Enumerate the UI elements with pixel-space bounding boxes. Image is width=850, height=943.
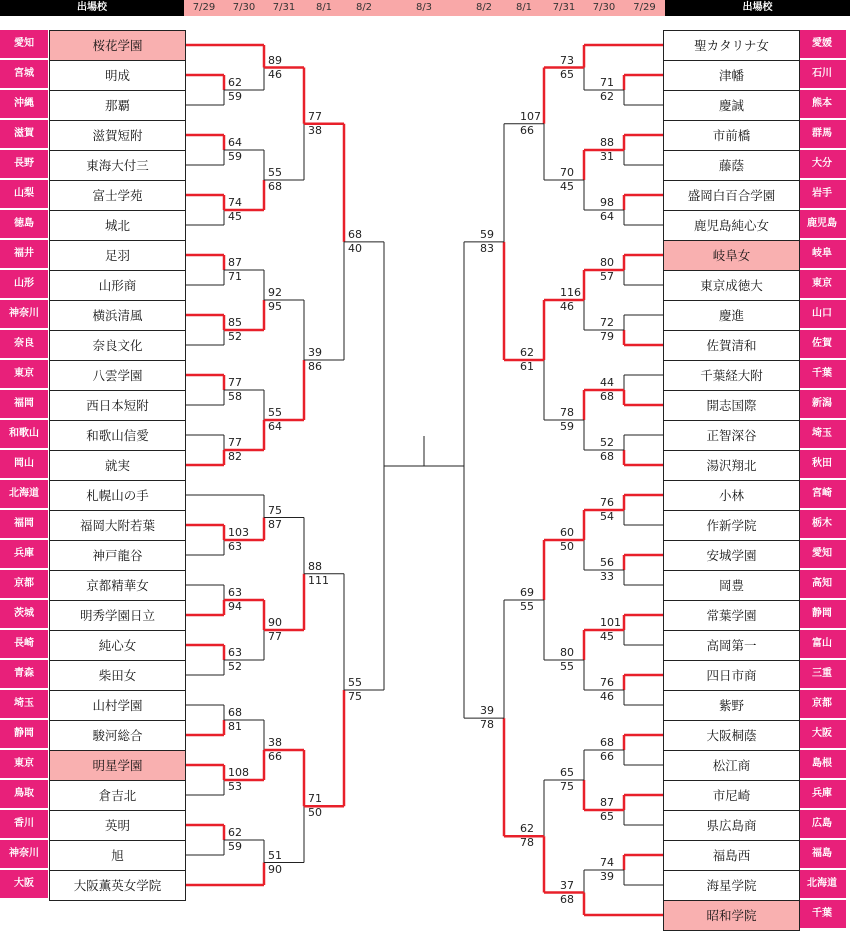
score-bottom: 52 — [228, 330, 242, 343]
score-top: 62 — [520, 822, 534, 836]
pref-badge: 和歌山 — [0, 420, 48, 450]
score-top: 52 — [600, 436, 614, 449]
school-name: 鹿児島純心女 — [663, 210, 800, 240]
score-top: 60 — [560, 526, 574, 539]
score-top: 68 — [228, 706, 242, 719]
score-bottom: 68 — [600, 390, 614, 403]
school-name: 桜花学園 — [49, 30, 186, 60]
school-name: 駿河総合 — [49, 720, 186, 750]
pref-badge: 長野 — [0, 150, 48, 180]
pref-badge: 愛媛 — [798, 30, 846, 60]
school-name: 千葉経大附 — [663, 360, 800, 390]
pref-badge: 高知 — [798, 570, 846, 600]
pref-badge: 石川 — [798, 60, 846, 90]
school-name: 岐阜女 — [663, 240, 800, 270]
score-top: 64 — [228, 136, 242, 149]
score-top: 76 — [600, 496, 614, 509]
header-date-right: 7/30 — [584, 0, 624, 16]
score-bottom: 78 — [480, 718, 494, 732]
score-bottom: 68 — [560, 892, 574, 906]
pref-badge: 福岡 — [0, 390, 48, 420]
pref-badge: 大阪 — [798, 720, 846, 750]
pref-badge: 神奈川 — [0, 300, 48, 330]
score-top: 116 — [560, 286, 581, 299]
school-name: 市尼崎 — [663, 780, 800, 810]
score-bottom: 65 — [600, 810, 614, 823]
school-name: 小林 — [663, 480, 800, 510]
pref-badge: 兵庫 — [798, 780, 846, 810]
score-top: 76 — [600, 676, 614, 689]
pref-badge: 静岡 — [798, 600, 846, 630]
score-top: 74 — [600, 856, 614, 869]
score-bottom: 66 — [600, 750, 614, 763]
school-name: 慶誠 — [663, 90, 800, 120]
score-bottom: 58 — [228, 390, 242, 403]
header-date-left: 7/31 — [264, 0, 304, 16]
school-name: 明秀学園日立 — [49, 600, 186, 630]
school-name: 札幌山の手 — [49, 480, 186, 510]
score-top: 75 — [268, 503, 282, 517]
pref-badge: 千葉 — [798, 360, 846, 390]
school-name: 明星学園 — [49, 750, 186, 780]
score-bottom: 54 — [600, 510, 614, 523]
pref-badge: 東京 — [0, 750, 48, 780]
pref-badge: 愛知 — [0, 30, 48, 60]
pref-badge: 島根 — [798, 750, 846, 780]
school-name: 松江商 — [663, 750, 800, 780]
score-top: 39 — [308, 346, 322, 359]
score-bottom: 78 — [520, 836, 534, 850]
score-bottom: 81 — [228, 720, 242, 733]
pref-badge: 宮崎 — [798, 480, 846, 510]
score-top: 73 — [560, 53, 574, 67]
header-left-label: 出場校 — [0, 0, 184, 16]
school-name: 海星学院 — [663, 870, 800, 900]
pref-badge: 徳島 — [0, 210, 48, 240]
pref-badge: 東京 — [0, 360, 48, 390]
score-bottom: 63 — [228, 540, 242, 553]
score-top: 92 — [268, 286, 282, 299]
score-top: 65 — [560, 766, 574, 779]
score-bottom: 33 — [600, 570, 614, 583]
school-name: 東京成徳大 — [663, 270, 800, 300]
school-name: 安城学園 — [663, 540, 800, 570]
score-bottom: 77 — [268, 630, 282, 643]
pref-badge: 鳥取 — [0, 780, 48, 810]
score-bottom: 57 — [600, 270, 614, 283]
pref-badge: 佐賀 — [798, 330, 846, 360]
score-bottom: 64 — [268, 420, 282, 433]
header-date-right: 8/2 — [464, 0, 504, 16]
score-bottom: 50 — [308, 806, 322, 820]
school-name: 山村学園 — [49, 690, 186, 720]
pref-badge: 栃木 — [798, 510, 846, 540]
school-name: 昭和学院 — [663, 900, 800, 931]
score-top: 68 — [348, 227, 362, 241]
school-name: 福島西 — [663, 840, 800, 870]
score-bottom: 45 — [600, 630, 614, 643]
pref-badge: 青森 — [0, 660, 48, 690]
score-top: 55 — [268, 166, 282, 179]
header-date-final: 8/3 — [384, 0, 464, 16]
score-top: 68 — [600, 736, 614, 749]
pref-badge: 福岡 — [0, 510, 48, 540]
score-bottom: 71 — [228, 270, 242, 283]
score-bottom: 52 — [228, 660, 242, 673]
score-bottom: 75 — [348, 690, 362, 703]
score-bottom: 61 — [520, 360, 534, 373]
score-top: 107 — [520, 109, 541, 123]
school-name: 滋賀短附 — [49, 120, 186, 150]
score-top: 80 — [560, 646, 574, 659]
pref-badge: 兵庫 — [0, 540, 48, 570]
score-top: 101 — [600, 616, 621, 629]
pref-badge: 秋田 — [798, 450, 846, 480]
pref-badge: 富山 — [798, 630, 846, 660]
pref-badge: 神奈川 — [0, 840, 48, 870]
pref-badge: 岐阜 — [798, 240, 846, 270]
school-name: 津幡 — [663, 60, 800, 90]
score-bottom: 53 — [228, 780, 242, 793]
score-bottom: 83 — [480, 241, 494, 255]
score-top: 38 — [268, 736, 282, 749]
pref-badge: 京都 — [798, 690, 846, 720]
score-bottom: 40 — [348, 241, 362, 255]
school-name: 就実 — [49, 450, 186, 480]
score-top: 77 — [308, 109, 322, 123]
score-top: 59 — [480, 227, 494, 241]
score-top: 62 — [228, 826, 242, 839]
pref-badge: 埼玉 — [798, 420, 846, 450]
score-bottom: 46 — [600, 690, 614, 703]
school-name: 倉吉北 — [49, 780, 186, 810]
score-bottom: 75 — [560, 780, 574, 793]
school-name: 盛岡白百合学園 — [663, 180, 800, 210]
school-name: 高岡第一 — [663, 630, 800, 660]
school-name: 佐賀清和 — [663, 330, 800, 360]
pref-badge: 長崎 — [0, 630, 48, 660]
score-bottom: 59 — [228, 150, 242, 163]
score-bottom: 31 — [600, 150, 614, 163]
school-name: 聖カタリナ女 — [663, 30, 800, 60]
score-top: 69 — [520, 586, 534, 599]
score-bottom: 55 — [520, 600, 534, 613]
header-right-label: 出場校 — [665, 0, 850, 16]
score-top: 55 — [348, 676, 362, 689]
school-name: 四日市商 — [663, 660, 800, 690]
school-name: 和歌山信愛 — [49, 420, 186, 450]
score-bottom: 94 — [228, 600, 242, 613]
score-top: 85 — [228, 316, 242, 329]
score-bottom: 46 — [560, 300, 574, 313]
pref-badge: 山梨 — [0, 180, 48, 210]
pref-badge: 山形 — [0, 270, 48, 300]
pref-badge: 北海道 — [0, 480, 48, 510]
school-name: 柴田女 — [49, 660, 186, 690]
score-top: 71 — [600, 76, 614, 89]
school-name: 英明 — [49, 810, 186, 840]
score-bottom: 59 — [228, 840, 242, 853]
score-bottom: 90 — [268, 862, 282, 876]
score-top: 70 — [560, 166, 574, 179]
score-bottom: 65 — [560, 67, 574, 81]
pref-badge: 愛知 — [798, 540, 846, 570]
score-top: 80 — [600, 256, 614, 269]
score-top: 87 — [600, 796, 614, 809]
school-name: 神戸龍谷 — [49, 540, 186, 570]
school-name: 福岡大附若葉 — [49, 510, 186, 540]
school-name: 藤蔭 — [663, 150, 800, 180]
pref-badge: 大阪 — [0, 870, 48, 900]
header-date-left: 7/30 — [224, 0, 264, 16]
school-name: 純心女 — [49, 630, 186, 660]
score-top: 44 — [600, 376, 614, 389]
school-name: 岡豊 — [663, 570, 800, 600]
pref-badge: 広島 — [798, 810, 846, 840]
score-top: 62 — [520, 346, 534, 359]
pref-badge: 三重 — [798, 660, 846, 690]
school-name: 城北 — [49, 210, 186, 240]
score-bottom: 50 — [560, 540, 574, 553]
score-bottom: 59 — [560, 420, 574, 433]
school-name: 奈良文化 — [49, 330, 186, 360]
score-top: 71 — [308, 792, 322, 806]
school-name: 八雲学園 — [49, 360, 186, 390]
score-bottom: 39 — [600, 870, 614, 883]
pref-badge: 奈良 — [0, 330, 48, 360]
score-top: 63 — [228, 646, 242, 659]
score-bottom: 79 — [600, 330, 614, 343]
score-bottom: 38 — [308, 123, 322, 137]
score-top: 108 — [228, 766, 249, 779]
school-name: 西日本短附 — [49, 390, 186, 420]
pref-badge: 福島 — [798, 840, 846, 870]
school-name: 湯沢翔北 — [663, 450, 800, 480]
school-name: 山形商 — [49, 270, 186, 300]
score-bottom: 95 — [268, 300, 282, 313]
score-bottom: 46 — [268, 67, 282, 81]
score-bottom: 64 — [600, 210, 614, 223]
pref-badge: 新潟 — [798, 390, 846, 420]
pref-badge: 鹿児島 — [798, 210, 846, 240]
score-bottom: 87 — [268, 517, 282, 531]
school-name: 市前橋 — [663, 120, 800, 150]
header-date-right: 8/1 — [504, 0, 544, 16]
header-date-right: 7/31 — [544, 0, 584, 16]
pref-badge: 岡山 — [0, 450, 48, 480]
header-date-left: 7/29 — [184, 0, 224, 16]
school-name: 県広島商 — [663, 810, 800, 840]
pref-badge: 茨城 — [0, 600, 48, 630]
header-date-left: 8/2 — [344, 0, 384, 16]
score-bottom: 45 — [228, 210, 242, 223]
score-top: 72 — [600, 316, 614, 329]
score-top: 56 — [600, 556, 614, 569]
pref-badge: 静岡 — [0, 720, 48, 750]
score-bottom: 55 — [560, 660, 574, 673]
score-bottom: 62 — [600, 90, 614, 103]
score-bottom: 45 — [560, 180, 574, 193]
score-bottom: 66 — [268, 750, 282, 763]
school-name: 大阪薫英女学院 — [49, 870, 186, 901]
score-top: 103 — [228, 526, 249, 539]
score-top: 37 — [560, 878, 574, 892]
school-name: 常葉学園 — [663, 600, 800, 630]
pref-badge: 東京 — [798, 270, 846, 300]
school-name: 紫野 — [663, 690, 800, 720]
score-top: 51 — [268, 848, 282, 862]
header-date-left: 8/1 — [304, 0, 344, 16]
school-name: 富士学苑 — [49, 180, 186, 210]
score-top: 87 — [228, 256, 242, 269]
school-name: 那覇 — [49, 90, 186, 120]
score-bottom: 82 — [228, 450, 242, 463]
header-date-right: 7/29 — [624, 0, 665, 16]
pref-badge: 香川 — [0, 810, 48, 840]
score-top: 89 — [268, 53, 282, 67]
score-bottom: 68 — [268, 180, 282, 193]
pref-badge: 北海道 — [798, 870, 846, 900]
pref-badge: 埼玉 — [0, 690, 48, 720]
score-top: 88 — [600, 136, 614, 149]
school-name: 明成 — [49, 60, 186, 90]
school-name: 東海大付三 — [49, 150, 186, 180]
pref-badge: 京都 — [0, 570, 48, 600]
school-name: 慶進 — [663, 300, 800, 330]
school-name: 横浜清風 — [49, 300, 186, 330]
pref-badge: 沖縄 — [0, 90, 48, 120]
score-top: 78 — [560, 406, 574, 419]
score-top: 63 — [228, 586, 242, 599]
pref-badge: 岩手 — [798, 180, 846, 210]
pref-badge: 山口 — [798, 300, 846, 330]
pref-badge: 滋賀 — [0, 120, 48, 150]
score-bottom: 111 — [308, 573, 329, 587]
score-top: 90 — [268, 616, 282, 629]
score-top: 88 — [308, 559, 322, 573]
pref-badge: 福井 — [0, 240, 48, 270]
school-name: 開志国際 — [663, 390, 800, 420]
school-name: 大阪桐蔭 — [663, 720, 800, 750]
score-top: 74 — [228, 196, 242, 209]
school-name: 正智深谷 — [663, 420, 800, 450]
score-bottom: 86 — [308, 360, 322, 373]
pref-badge: 宮城 — [0, 60, 48, 90]
score-top: 39 — [480, 704, 494, 718]
pref-badge: 千葉 — [798, 900, 846, 930]
score-top: 77 — [228, 376, 242, 389]
score-bottom: 59 — [228, 90, 242, 103]
school-name: 作新学院 — [663, 510, 800, 540]
score-bottom: 66 — [520, 123, 534, 137]
pref-badge: 熊本 — [798, 90, 846, 120]
score-top: 62 — [228, 76, 242, 89]
score-top: 98 — [600, 196, 614, 209]
pref-badge: 大分 — [798, 150, 846, 180]
pref-badge: 群馬 — [798, 120, 846, 150]
score-top: 77 — [228, 436, 242, 449]
school-name: 足羽 — [49, 240, 186, 270]
school-name: 旭 — [49, 840, 186, 870]
score-top: 55 — [268, 406, 282, 419]
score-bottom: 68 — [600, 450, 614, 463]
school-name: 京都精華女 — [49, 570, 186, 600]
